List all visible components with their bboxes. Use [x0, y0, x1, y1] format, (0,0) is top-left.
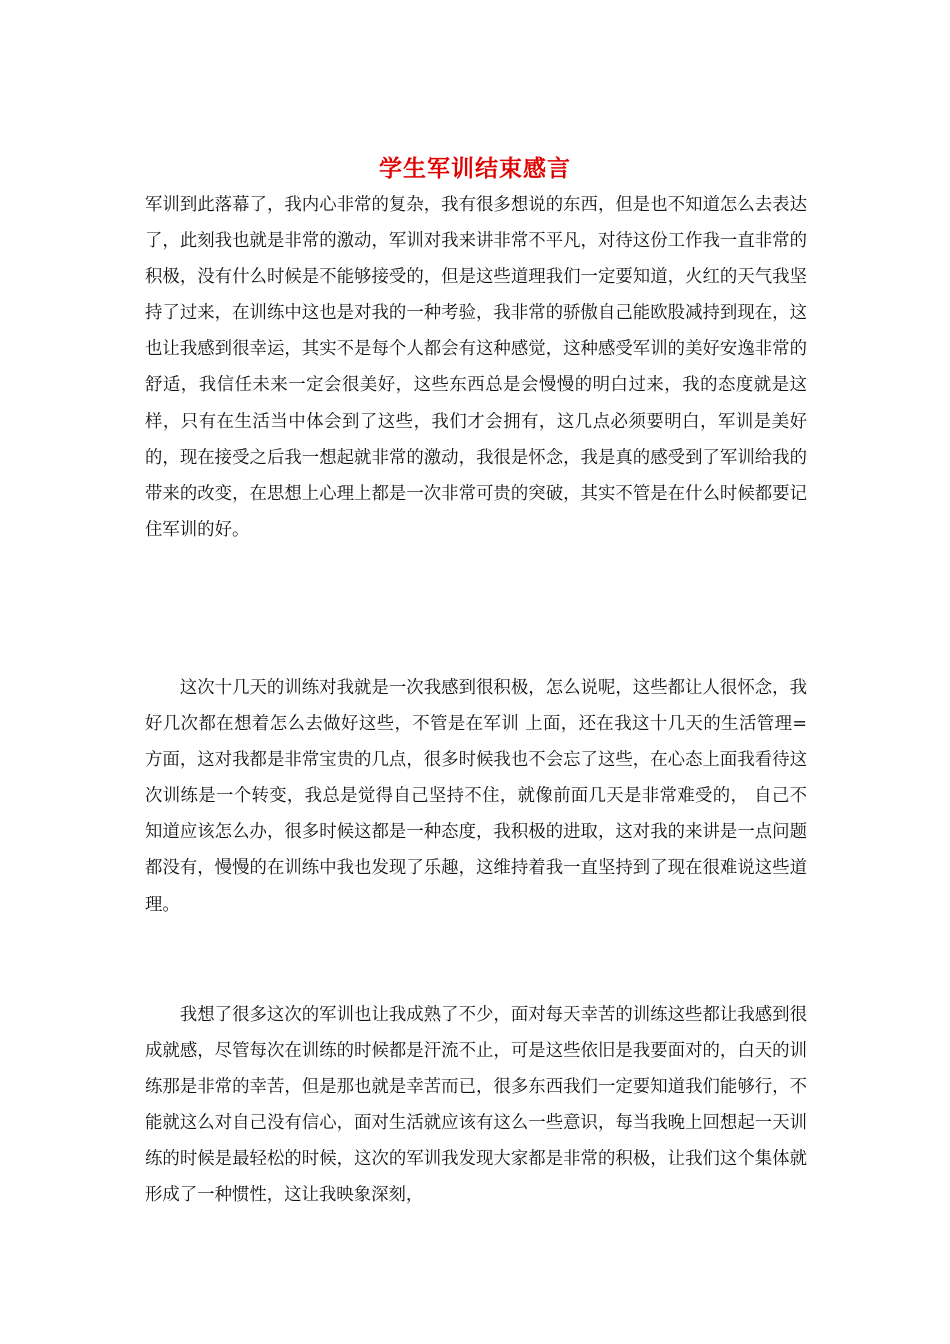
paragraph-3: 我想了很多这次的军训也让我成熟了不少，面对每天幸苦的训练这些都让我感到很成就感，尽管每次在训练的时候都是汗流不止，可是这些依旧是我要面对的，白天的训练那是非常的幸苦，但是那也就是幸苦而已，很多东西我们一定要知道我们能够行，不能就这么对自己没有信心，面对生活就应该有这么一些意识，每当我晚上回想起一天训练的时候是最轻松的时候，这次的军训我发现大家都是非常的积极，让我们这个集体就形成了一种惯性，这让我映象深刻， — [145, 1005, 807, 1206]
document-title: 学生军训结束感言 — [379, 155, 571, 182]
paragraph-1: 军训到此落幕了，我内心非常的复杂，我有很多想说的东西，但是也不知道怎么去表达了，此刻我也就是非常的激动，军训对我来讲非常不平凡，对待这份工作我一直非常的积极，没有什么时候是不能够接受的，但是这些道理我们一定要知道，火红的天气我坚持了过来，在训练中这也是对我的一种考验，我非常的骄傲自己能欧股减持到现在，这也让我感到很幸运，其实不是每个人都会有这种感觉，这种感受军训的美好安逸非常的舒适，我信任未来一定会很美好，这些东西总是会慢慢的明白过来，我的态度就是这样，只有在生活当中体会到了这些，我们才会拥有，这几点必须要明白，军训是美好的，现在接受之后我一想起就非常的激动，我很是怀念，我是真的感受到了军训给我的带来的改变，在思想上心理上都是一次非常可贵的突破，其实不管是在什么时候都要记住军训的好。 — [145, 195, 807, 540]
paragraph-2: 这次十几天的训练对我就是一次我感到很积极，怎么说呢，这些都让人很怀念，我好几次都在想着怎么去做好这些，不管是在军训 上面，还在我这十几天的生活管理=方面，这对我都是非常宝贵的几点，很多时候我也不会忘了这些，在心态上面我看待这次训练是一个转变，我总是觉得自己坚持不住，就像前面几天是非常难受的， 自己不知道应该怎么办，很多时候这都是一种态度，我积极的进取，这对我的来讲是一点问题都没有，慢慢的在训练中我也发现了乐趣，这维持着我一直坚持到了现在很难说这些道理。 — [145, 678, 807, 915]
